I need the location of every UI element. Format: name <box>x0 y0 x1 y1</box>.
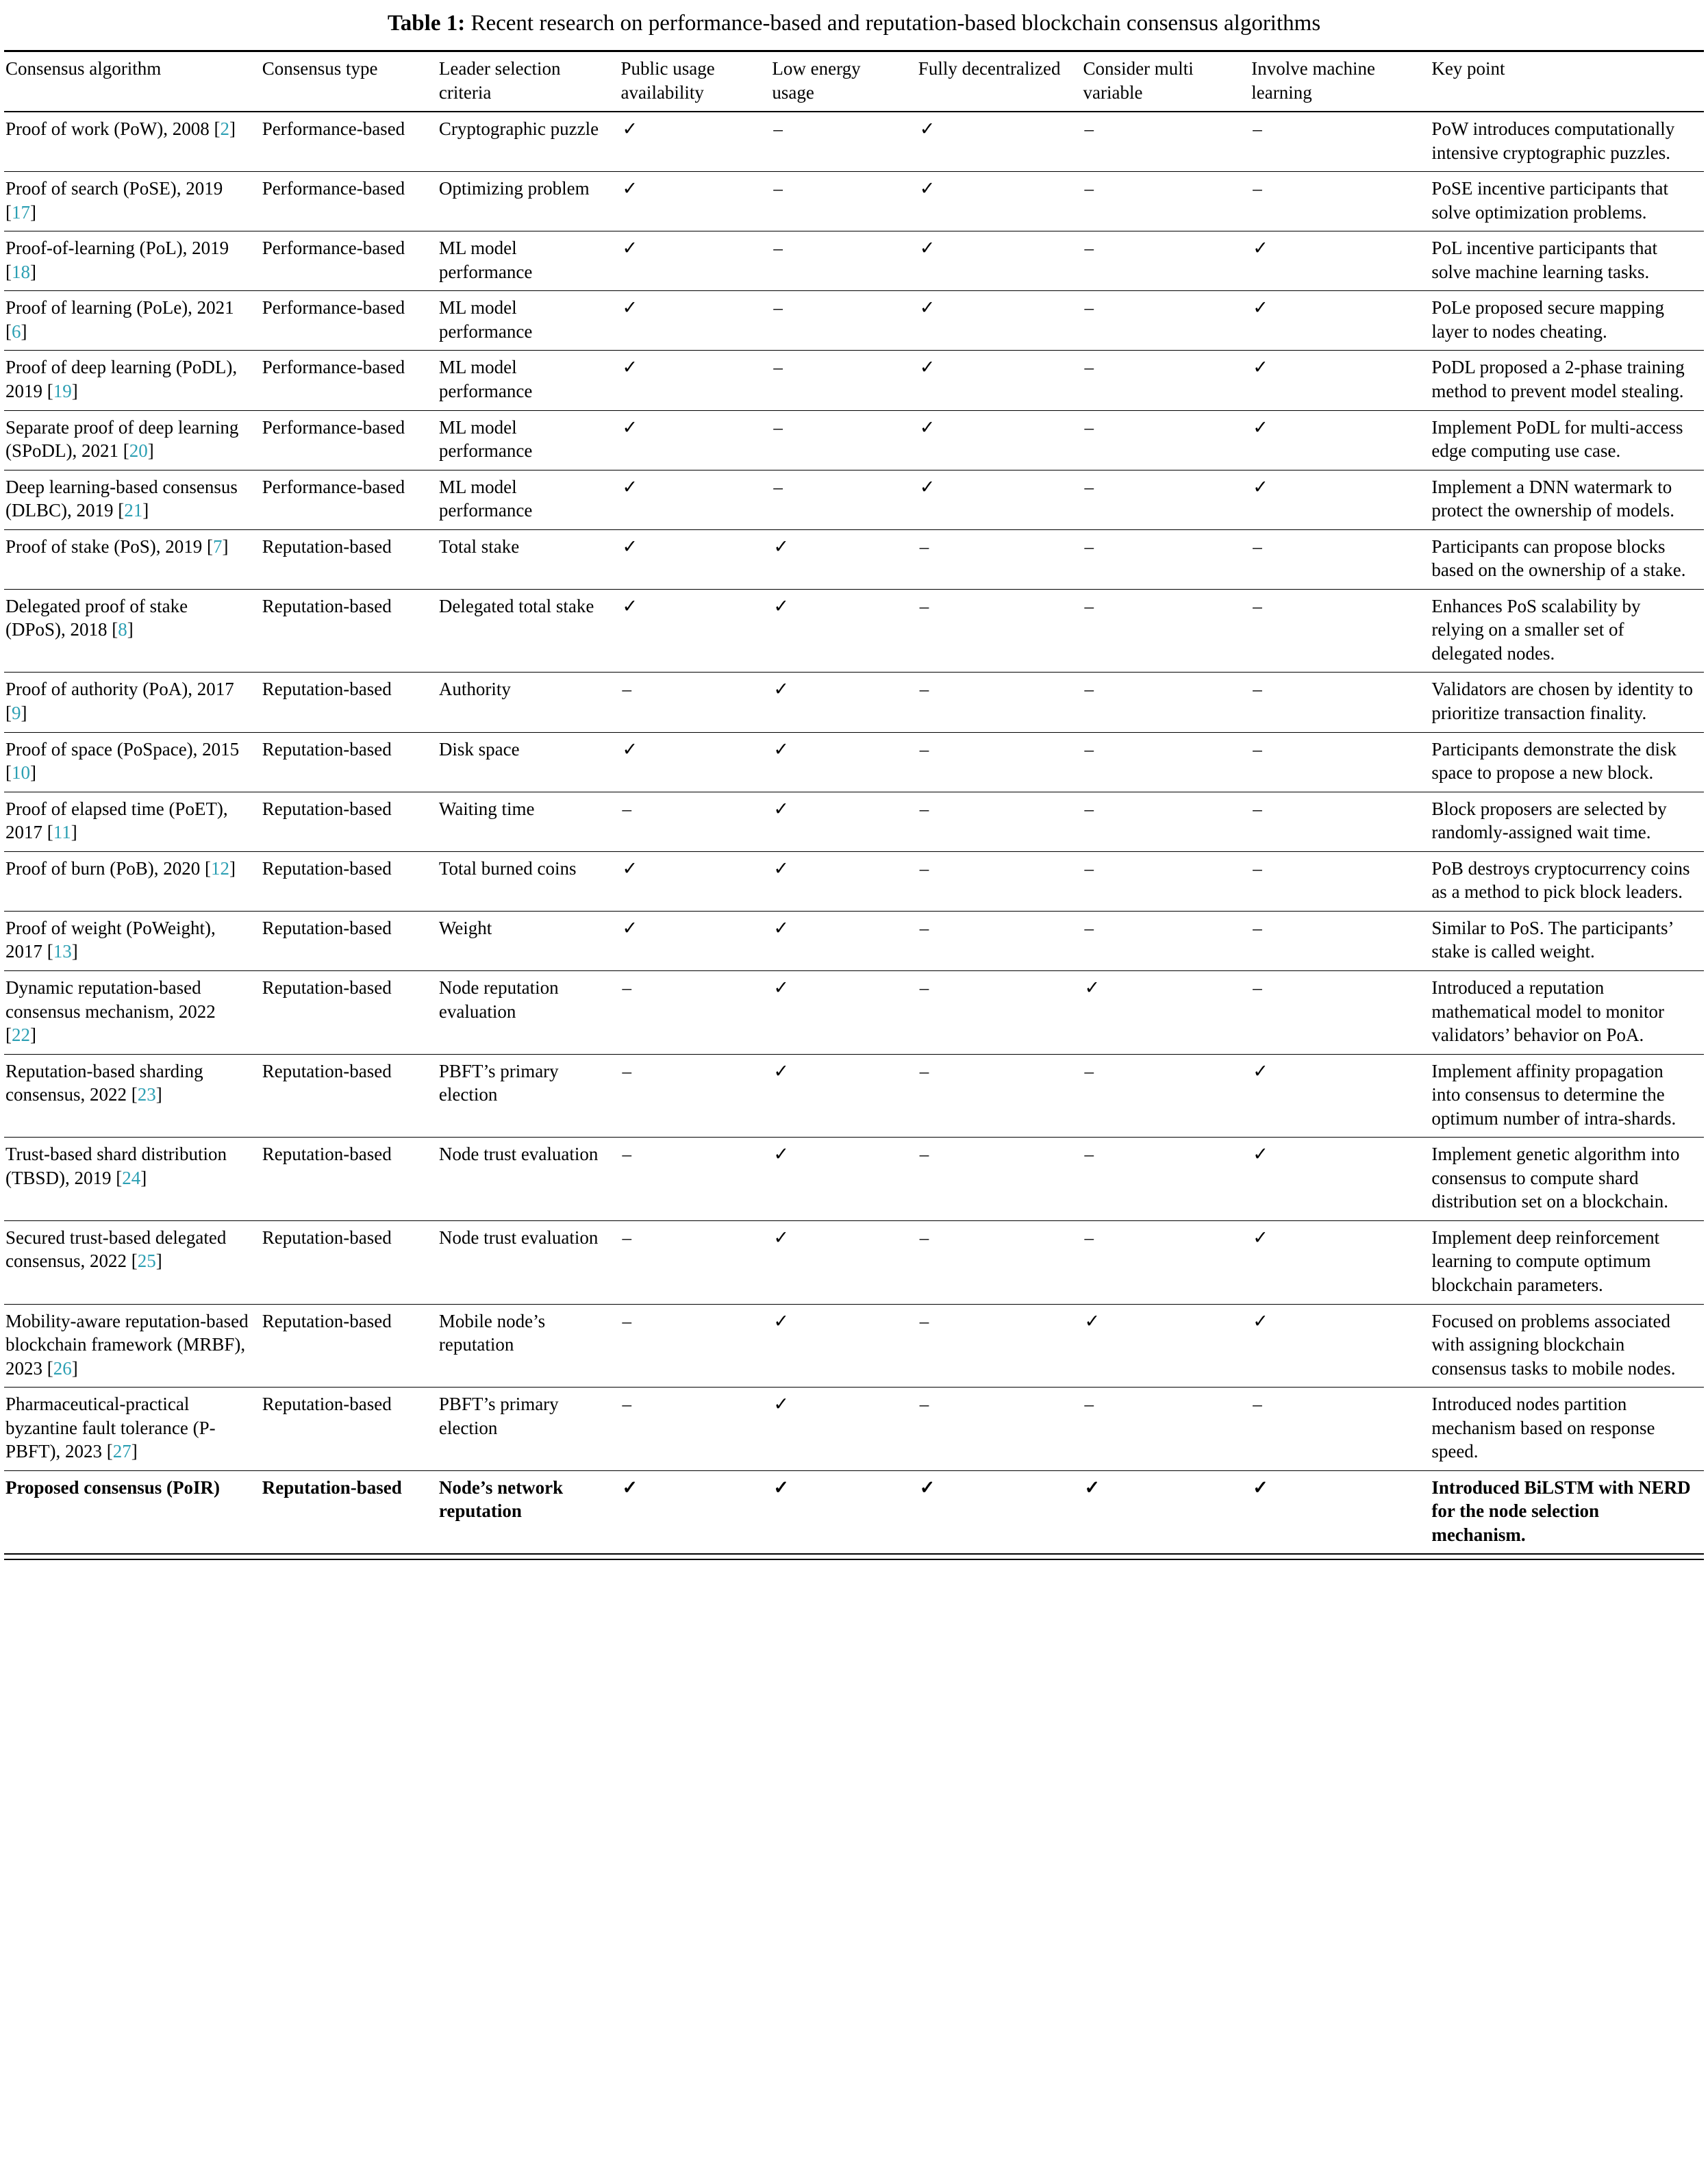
mark-cell-multi-variable: – <box>1082 792 1251 851</box>
table-row <box>4 673 1704 732</box>
mark-cell-low-energy: ✓ <box>770 792 916 851</box>
algorithm-name: Proof of stake (PoS), 2019 <box>5 536 203 557</box>
mark-cell-public-usage: ✓ <box>619 351 770 410</box>
consensus-type-cell: Reputation-based <box>261 673 438 732</box>
algorithm-name: Reputation-based sharding consensus, 2022 <box>5 1060 203 1105</box>
consensus-type-cell: Performance-based <box>261 410 438 470</box>
citation-ref[interactable]: [11] <box>47 822 77 843</box>
algorithm-cell <box>4 851 261 911</box>
algorithm-cell <box>4 1304 261 1388</box>
column-header-decentralized: Fully decentralized <box>917 51 1082 112</box>
algorithm-name: Proof of elapsed time (PoET), 2017 <box>5 798 228 843</box>
mark-cell-machine-learning: – <box>1250 112 1430 172</box>
algorithm-name: Proof of deep learning (PoDL), 2019 <box>5 357 238 402</box>
consensus-type-cell: Performance-based <box>261 231 438 291</box>
citation-ref[interactable]: [24] <box>116 1167 147 1188</box>
mark-cell-machine-learning: – <box>1250 732 1430 792</box>
mark-cell-multi-variable: – <box>1082 851 1251 911</box>
algorithm-cell <box>4 911 261 970</box>
mark-cell-low-energy: ✓ <box>770 1304 916 1388</box>
algorithm-cell <box>4 1470 261 1554</box>
key-point-cell: PoB destroys cryptocurrency coins as a method to pick block leaders. <box>1430 851 1704 911</box>
table-row <box>4 172 1704 231</box>
consensus-type-cell: Reputation-based <box>262 1477 402 1498</box>
mark-cell-decentralized: – <box>917 589 1082 673</box>
table-row <box>4 970 1704 1054</box>
mark-cell-decentralized: ✓ <box>917 112 1082 172</box>
consensus-type-cell: Performance-based <box>261 470 438 529</box>
table-row <box>4 112 1704 172</box>
mark-cell-machine-learning: – <box>1250 792 1430 851</box>
criteria-cell: ML model performance <box>438 470 620 529</box>
consensus-type-cell: Reputation-based <box>261 589 438 673</box>
table-row <box>4 1054 1704 1138</box>
table-row <box>4 792 1704 851</box>
key-point-cell: Implement a DNN watermark to protect the ownership of models. <box>1430 470 1704 529</box>
key-point-cell: Validators are chosen by identity to prioritize transaction finality. <box>1430 673 1704 732</box>
mark-cell-machine-learning: ✓ <box>1253 1477 1268 1498</box>
criteria-cell: Total burned coins <box>438 851 620 911</box>
mark-cell-low-energy: ✓ <box>770 673 916 732</box>
mark-cell-multi-variable: – <box>1082 1054 1251 1138</box>
mark-cell-machine-learning: – <box>1250 911 1430 970</box>
mark-cell-decentralized: ✓ <box>919 1477 935 1498</box>
mark-cell-low-energy: ✓ <box>770 1388 916 1471</box>
mark-cell-decentralized: – <box>917 1388 1082 1471</box>
key-point-cell: Implement genetic algorithm into consensus to compute shard distribution set on a blockchain. <box>1430 1138 1704 1221</box>
mark-cell-multi-variable: – <box>1082 470 1251 529</box>
citation-ref[interactable]: [12] <box>205 857 236 879</box>
algorithm-name: Proof-of-learning (PoL), 2019 <box>5 238 229 259</box>
mark-cell-multi-variable: – <box>1082 1220 1251 1304</box>
algorithm-cell <box>4 470 261 529</box>
table-row <box>4 732 1704 792</box>
mark-cell-low-energy: ✓ <box>770 911 916 970</box>
table-caption <box>4 11 1704 36</box>
mark-cell-decentralized: ✓ <box>917 231 1082 291</box>
table-row <box>4 1138 1704 1221</box>
mark-cell-multi-variable: – <box>1082 172 1251 231</box>
mark-cell-multi-variable: – <box>1082 351 1251 410</box>
criteria-cell: ML model performance <box>438 291 620 351</box>
mark-cell-multi-variable: ✓ <box>1082 970 1251 1054</box>
consensus-type-cell: Reputation-based <box>261 1220 438 1304</box>
algorithm-name: Secured trust-based delegated consensus, 2022 <box>5 1227 227 1272</box>
citation-ref[interactable]: [7] <box>206 536 229 557</box>
mark-cell-public-usage: ✓ <box>619 112 770 172</box>
mark-cell-multi-variable: – <box>1082 291 1251 351</box>
mark-cell-low-energy: ✓ <box>770 732 916 792</box>
mark-cell-public-usage: ✓ <box>619 291 770 351</box>
citation-ref[interactable]: [17] <box>5 201 36 223</box>
key-point-cell: Block proposers are selected by randomly-assigned wait time. <box>1430 792 1704 851</box>
citation-ref[interactable]: [23] <box>131 1084 162 1105</box>
algorithm-cell <box>4 673 261 732</box>
table-row <box>4 410 1704 470</box>
citation-ref[interactable]: [26] <box>47 1357 78 1379</box>
mark-cell-public-usage: ✓ <box>622 1477 638 1498</box>
key-point-cell: Introduced nodes partition mechanism based on response speed. <box>1430 1388 1704 1471</box>
consensus-type-cell: Reputation-based <box>261 1054 438 1138</box>
consensus-table <box>4 50 1704 1555</box>
criteria-cell: Waiting time <box>438 792 620 851</box>
table-row <box>4 1220 1704 1304</box>
consensus-type-cell: Reputation-based <box>261 970 438 1054</box>
key-point-cell: PoSE incentive participants that solve optimization problems. <box>1430 172 1704 231</box>
consensus-type-cell: Reputation-based <box>261 1388 438 1471</box>
key-point-cell: Participants demonstrate the disk space to propose a new block. <box>1430 732 1704 792</box>
table-row <box>4 911 1704 970</box>
column-header-machine-learning: Involve machine learning <box>1250 51 1430 112</box>
mark-cell-decentralized: – <box>917 1054 1082 1138</box>
mark-cell-multi-variable: – <box>1082 231 1251 291</box>
algorithm-cell <box>4 529 261 589</box>
algorithm-name: Deep learning-based consensus (DLBC), 2019 <box>5 476 238 521</box>
column-header-algorithm: Consensus algorithm <box>4 51 261 112</box>
mark-cell-machine-learning: – <box>1250 970 1430 1054</box>
column-header-multi-variable: Consider multi variable <box>1082 51 1251 112</box>
mark-cell-multi-variable: – <box>1082 410 1251 470</box>
mark-cell-machine-learning: ✓ <box>1250 470 1430 529</box>
citation-ref[interactable]: [8] <box>112 619 134 640</box>
algorithm-name: Proof of space (PoSpace), 2015 <box>5 738 240 760</box>
mark-cell-public-usage: ✓ <box>619 231 770 291</box>
mark-cell-machine-learning: ✓ <box>1250 1304 1430 1388</box>
algorithm-cell <box>4 172 261 231</box>
table-row <box>4 291 1704 351</box>
algorithm-cell <box>4 732 261 792</box>
mark-cell-machine-learning: – <box>1250 673 1430 732</box>
consensus-type-cell: Reputation-based <box>261 529 438 589</box>
key-point-cell: Focused on problems associated with assigning blockchain consensus tasks to mobile nodes. <box>1430 1304 1704 1388</box>
consensus-type-cell: Performance-based <box>261 351 438 410</box>
key-point-cell: Implement affinity propagation into consensus to determine the optimum number of intra-shards. <box>1430 1054 1704 1138</box>
key-point-cell: PoL incentive participants that solve machine learning tasks. <box>1430 231 1704 291</box>
mark-cell-multi-variable: – <box>1082 732 1251 792</box>
algorithm-cell <box>4 351 261 410</box>
mark-cell-decentralized: – <box>917 911 1082 970</box>
table-body <box>4 112 1704 1554</box>
consensus-type-cell: Reputation-based <box>261 1304 438 1388</box>
table-row <box>4 851 1704 911</box>
algorithm-cell <box>4 291 261 351</box>
mark-cell-low-energy: ✓ <box>770 1220 916 1304</box>
citation-ref[interactable]: [25] <box>131 1251 162 1272</box>
mark-cell-public-usage: – <box>619 1304 770 1388</box>
algorithm-cell <box>4 231 261 291</box>
table-header <box>4 51 1704 112</box>
algorithm-cell <box>4 1220 261 1304</box>
column-header-type: Consensus type <box>261 51 438 112</box>
algorithm-name: Mobility-aware reputation-based blockchain framework (MRBF), 2023 <box>5 1310 249 1379</box>
mark-cell-public-usage: ✓ <box>619 851 770 911</box>
mark-cell-machine-learning: ✓ <box>1250 1138 1430 1221</box>
algorithm-name: Proposed consensus (PoIR) <box>5 1477 221 1498</box>
table-row <box>4 589 1704 673</box>
mark-cell-decentralized: ✓ <box>917 410 1082 470</box>
mark-cell-low-energy: – <box>770 291 916 351</box>
key-point-cell: Participants can propose blocks based on the ownership of a stake. <box>1430 529 1704 589</box>
citation-ref[interactable]: [2] <box>214 118 236 140</box>
mark-cell-multi-variable: ✓ <box>1082 1304 1251 1388</box>
mark-cell-low-energy: ✓ <box>770 851 916 911</box>
mark-cell-decentralized: ✓ <box>917 172 1082 231</box>
criteria-cell: Node trust evaluation <box>438 1138 620 1221</box>
mark-cell-machine-learning: – <box>1250 172 1430 231</box>
mark-cell-public-usage: ✓ <box>619 410 770 470</box>
mark-cell-decentralized: – <box>917 732 1082 792</box>
criteria-cell: Mobile node’s reputation <box>438 1304 620 1388</box>
algorithm-cell <box>4 112 261 172</box>
algorithm-name: Pharmaceutical-practical byzantine fault tolerance (P-PBFT), 2023 <box>5 1394 216 1462</box>
mark-cell-low-energy: – <box>770 470 916 529</box>
criteria-cell: Node trust evaluation <box>438 1220 620 1304</box>
column-header-low-energy: Low energy usage <box>770 51 916 112</box>
table-row <box>4 351 1704 410</box>
algorithm-name: Proof of search (PoSE), 2019 <box>5 178 223 199</box>
mark-cell-public-usage: ✓ <box>619 470 770 529</box>
mark-cell-machine-learning: ✓ <box>1250 231 1430 291</box>
mark-cell-public-usage: – <box>619 1054 770 1138</box>
mark-cell-multi-variable: ✓ <box>1084 1477 1101 1498</box>
mark-cell-public-usage: – <box>619 970 770 1054</box>
criteria-cell: Authority <box>438 673 620 732</box>
mark-cell-multi-variable: – <box>1082 529 1251 589</box>
mark-cell-decentralized: – <box>917 673 1082 732</box>
algorithm-cell <box>4 970 261 1054</box>
mark-cell-decentralized: – <box>917 851 1082 911</box>
mark-cell-low-energy: ✓ <box>773 1477 789 1498</box>
key-point-cell: Implement PoDL for multi-access edge computing use case. <box>1430 410 1704 470</box>
consensus-type-cell: Reputation-based <box>261 792 438 851</box>
consensus-type-cell: Reputation-based <box>261 851 438 911</box>
mark-cell-machine-learning: ✓ <box>1250 291 1430 351</box>
algorithm-name: Trust-based shard distribution (TBSD), 2019 <box>5 1144 227 1188</box>
criteria-cell: ML model performance <box>438 410 620 470</box>
criteria-cell: Node reputation evaluation <box>438 970 620 1054</box>
mark-cell-public-usage: – <box>619 1220 770 1304</box>
mark-cell-machine-learning: – <box>1250 529 1430 589</box>
criteria-cell: Total stake <box>438 529 620 589</box>
mark-cell-low-energy: – <box>770 410 916 470</box>
algorithm-cell <box>4 1138 261 1221</box>
criteria-cell: Disk space <box>438 732 620 792</box>
mark-cell-decentralized: – <box>917 1304 1082 1388</box>
table-row <box>4 529 1704 589</box>
table-caption-label: Table 1: <box>387 11 466 36</box>
mark-cell-machine-learning: – <box>1250 589 1430 673</box>
mark-cell-multi-variable: – <box>1082 673 1251 732</box>
mark-cell-public-usage: – <box>619 673 770 732</box>
consensus-type-cell: Reputation-based <box>261 732 438 792</box>
mark-cell-low-energy: – <box>770 112 916 172</box>
mark-cell-decentralized: ✓ <box>917 291 1082 351</box>
mark-cell-low-energy: ✓ <box>770 970 916 1054</box>
citation-ref[interactable]: [22] <box>5 1025 36 1046</box>
mark-cell-multi-variable: – <box>1082 911 1251 970</box>
algorithm-cell <box>4 410 261 470</box>
mark-cell-public-usage: ✓ <box>619 529 770 589</box>
citation-ref[interactable]: [6] <box>5 321 27 342</box>
citation-ref[interactable]: [18] <box>5 261 36 282</box>
table-caption-text: Recent research on performance-based and reputation-based blockchain consensus algorithms <box>470 11 1321 36</box>
mark-cell-decentralized: ✓ <box>917 351 1082 410</box>
table-row <box>4 1388 1704 1471</box>
algorithm-cell <box>4 1054 261 1138</box>
mark-cell-machine-learning: ✓ <box>1250 1220 1430 1304</box>
consensus-type-cell: Performance-based <box>261 291 438 351</box>
mark-cell-low-energy: ✓ <box>770 1138 916 1221</box>
mark-cell-public-usage: ✓ <box>619 911 770 970</box>
mark-cell-low-energy: ✓ <box>770 1054 916 1138</box>
citation-ref[interactable]: [21] <box>118 500 149 521</box>
citation-ref[interactable]: [19] <box>47 381 78 402</box>
mark-cell-low-energy: ✓ <box>770 589 916 673</box>
key-point-cell: Enhances PoS scalability by relying on a smaller set of delegated nodes. <box>1430 589 1704 673</box>
key-point-cell: PoLe proposed secure mapping layer to nodes cheating. <box>1430 291 1704 351</box>
algorithm-cell <box>4 589 261 673</box>
mark-cell-multi-variable: – <box>1082 589 1251 673</box>
criteria-cell: Delegated total stake <box>438 589 620 673</box>
mark-cell-low-energy: – <box>770 231 916 291</box>
mark-cell-public-usage: ✓ <box>619 172 770 231</box>
table-row <box>4 231 1704 291</box>
mark-cell-low-energy: – <box>770 351 916 410</box>
algorithm-cell <box>4 792 261 851</box>
key-point-cell: Introduced BiLSTM with NERD for the node selection mechanism. <box>1431 1477 1691 1545</box>
key-point-cell: Implement deep reinforcement learning to compute optimum blockchain parameters. <box>1430 1220 1704 1304</box>
citation-ref[interactable]: [13] <box>47 941 78 962</box>
mark-cell-machine-learning: – <box>1250 851 1430 911</box>
criteria-cell: Weight <box>438 911 620 970</box>
table-row <box>4 1304 1704 1388</box>
citation-ref[interactable]: [20] <box>123 440 154 462</box>
mark-cell-public-usage: ✓ <box>619 589 770 673</box>
consensus-type-cell: Reputation-based <box>261 1138 438 1221</box>
algorithm-name: Dynamic reputation-based consensus mechanism, 2022 <box>5 977 216 1022</box>
mark-cell-machine-learning: – <box>1250 1388 1430 1471</box>
mark-cell-public-usage: – <box>619 1388 770 1471</box>
criteria-cell: PBFT’s primary election <box>438 1388 620 1471</box>
mark-cell-public-usage: – <box>619 792 770 851</box>
criteria-cell: Cryptographic puzzle <box>438 112 620 172</box>
column-header-criteria: Leader selection criteria <box>438 51 620 112</box>
mark-cell-multi-variable: – <box>1082 1138 1251 1221</box>
citation-ref[interactable]: [27] <box>106 1441 138 1462</box>
criteria-cell: ML model performance <box>438 351 620 410</box>
mark-cell-decentralized: – <box>917 1220 1082 1304</box>
consensus-type-cell: Performance-based <box>261 112 438 172</box>
citation-ref[interactable]: [10] <box>5 762 36 783</box>
criteria-cell: Optimizing problem <box>438 172 620 231</box>
algorithm-cell <box>4 1388 261 1471</box>
consensus-type-cell: Performance-based <box>261 172 438 231</box>
algorithm-name: Separate proof of deep learning (SPoDL), 2021 <box>5 416 239 462</box>
mark-cell-multi-variable: – <box>1082 112 1251 172</box>
algorithm-name: Proof of weight (PoWeight), 2017 <box>5 917 216 962</box>
column-header-public-usage: Public usage availability <box>619 51 770 112</box>
algorithm-name: Proof of work (PoW), 2008 <box>5 118 210 140</box>
table-row <box>4 1470 1704 1554</box>
mark-cell-decentralized: – <box>917 792 1082 851</box>
key-point-cell: Introduced a reputation mathematical model to monitor validators’ behavior on PoA. <box>1430 970 1704 1054</box>
criteria-cell: Node’s network reputation <box>438 1477 564 1522</box>
criteria-cell: ML model performance <box>438 231 620 291</box>
mark-cell-low-energy: ✓ <box>770 529 916 589</box>
table-row <box>4 470 1704 529</box>
key-point-cell: Similar to PoS. The participants’ stake is called weight. <box>1430 911 1704 970</box>
mark-cell-decentralized: ✓ <box>917 470 1082 529</box>
mark-cell-public-usage: ✓ <box>619 732 770 792</box>
mark-cell-public-usage: – <box>619 1138 770 1221</box>
column-header-key-point: Key point <box>1430 51 1704 112</box>
mark-cell-machine-learning: ✓ <box>1250 351 1430 410</box>
mark-cell-machine-learning: ✓ <box>1250 410 1430 470</box>
table-bottom-rule <box>4 1555 1704 1560</box>
key-point-cell: PoDL proposed a 2-phase training method to prevent model stealing. <box>1430 351 1704 410</box>
criteria-cell: PBFT’s primary election <box>438 1054 620 1138</box>
key-point-cell: PoW introduces computationally intensive cryptographic puzzles. <box>1430 112 1704 172</box>
mark-cell-decentralized: – <box>917 1138 1082 1221</box>
algorithm-name: Proof of burn (PoB), 2020 <box>5 857 201 879</box>
mark-cell-multi-variable: – <box>1082 1388 1251 1471</box>
mark-cell-decentralized: – <box>917 970 1082 1054</box>
citation-ref[interactable]: [9] <box>5 703 27 724</box>
algorithm-name: Proof of authority (PoA), 2017 <box>5 679 234 700</box>
algorithm-name: Delegated proof of stake (DPoS), 2018 <box>5 595 188 640</box>
mark-cell-machine-learning: ✓ <box>1250 1054 1430 1138</box>
algorithm-name: Proof of learning (PoLe), 2021 <box>5 297 234 318</box>
consensus-type-cell: Reputation-based <box>261 911 438 970</box>
mark-cell-low-energy: – <box>770 172 916 231</box>
mark-cell-decentralized: – <box>917 529 1082 589</box>
